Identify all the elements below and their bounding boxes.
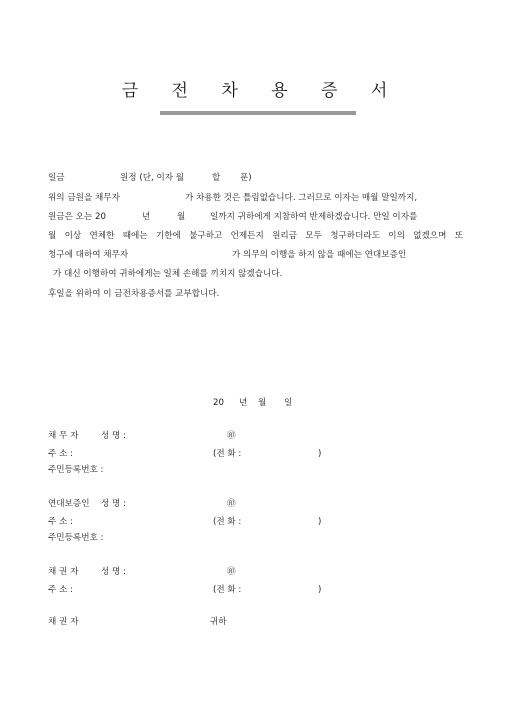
debtor-address-label: 주 소 : [48,449,73,459]
guarantor-phone-label: (전 화 : [213,517,242,527]
creditor-address-label: 주 소 : [48,585,73,595]
guarantor-phone-close: ) [318,517,322,527]
date-year-prefix: 20 [213,398,224,408]
creditor-phone-close: ) [318,585,322,595]
creditor-name-label: 성 명 : [101,567,126,577]
debtor-phone-close: ) [318,449,322,459]
guarantor-name-label: 성 명 : [101,499,126,509]
amount-label: 일금 [48,173,65,183]
title-underline [160,111,356,115]
document-title: 금 전 차 용 증 서 [121,81,402,101]
addressee-honorific: 귀하 [210,617,227,627]
guarantor-label: 연대보증인 [48,499,90,509]
default-clause: 가 의무의 이행을 하지 않을 때에는 연대보증인 [232,250,407,260]
date-year-unit: 년 [239,398,248,408]
date-month-unit: 월 [258,398,267,408]
repayment-terms: 일까지 귀하에게 지참하여 반제하겠습니다. 만일 이자를 [210,212,418,222]
repayment-year-prefix: 원금은 오는 20 [48,212,106,222]
date-day-unit: 일 [284,398,293,408]
repayment-month-unit: 월 [177,212,186,222]
interest-rate-close: 푼) [240,173,252,183]
creditor-seal: ㊞ [227,567,236,577]
body-line-4: 월 이상 연체한 때에는 기한에 불구하고 언제든지 원리금 모두 청구하더라도 이의 없겠으며 또 [48,231,463,241]
body-line-1 [48,173,308,184]
loan-acknowledgement: 가 차용한 것은 틀림없습니다. 그러므로 이자는 매월 말일까지, [185,193,418,203]
creditor-phone-label: (전 화 : [213,585,242,595]
body-line-7: 후일을 위하여 이 금전차용증서를 교부합니다. [48,289,220,299]
date-line [213,398,303,409]
body-line-5 [48,250,463,261]
creditor-label: 채 권 자 [48,567,79,577]
debtor-name-label: 성 명 : [101,431,126,441]
debtor-id-label: 주민등록번호 : [48,465,104,475]
body-line-2 [48,193,463,204]
repayment-year-unit: 년 [142,212,151,222]
guarantor-seal: ㊞ [227,499,236,509]
debtor-phone-label: (전 화 : [213,449,242,459]
guarantor-id-label: 주민등록번호 : [48,533,104,543]
debtor-seal: ㊞ [227,431,236,441]
addressee-label: 채 권 자 [48,617,79,627]
debtor-reference: 위의 금원을 채무자 [48,193,120,203]
claim-clause: 청구에 대하여 채무자 [48,250,129,260]
amount-suffix: 원정 (단, 이자 월 [120,173,185,183]
body-line-6: 가 대신 이행하여 귀하에게는 일체 손해를 끼치지 않겠습니다. [53,269,283,279]
debtor-label: 채 무 자 [48,431,79,441]
guarantor-address-label: 주 소 : [48,517,73,527]
body-line-3 [48,212,463,223]
interest-rate-unit: 할 [212,173,221,183]
